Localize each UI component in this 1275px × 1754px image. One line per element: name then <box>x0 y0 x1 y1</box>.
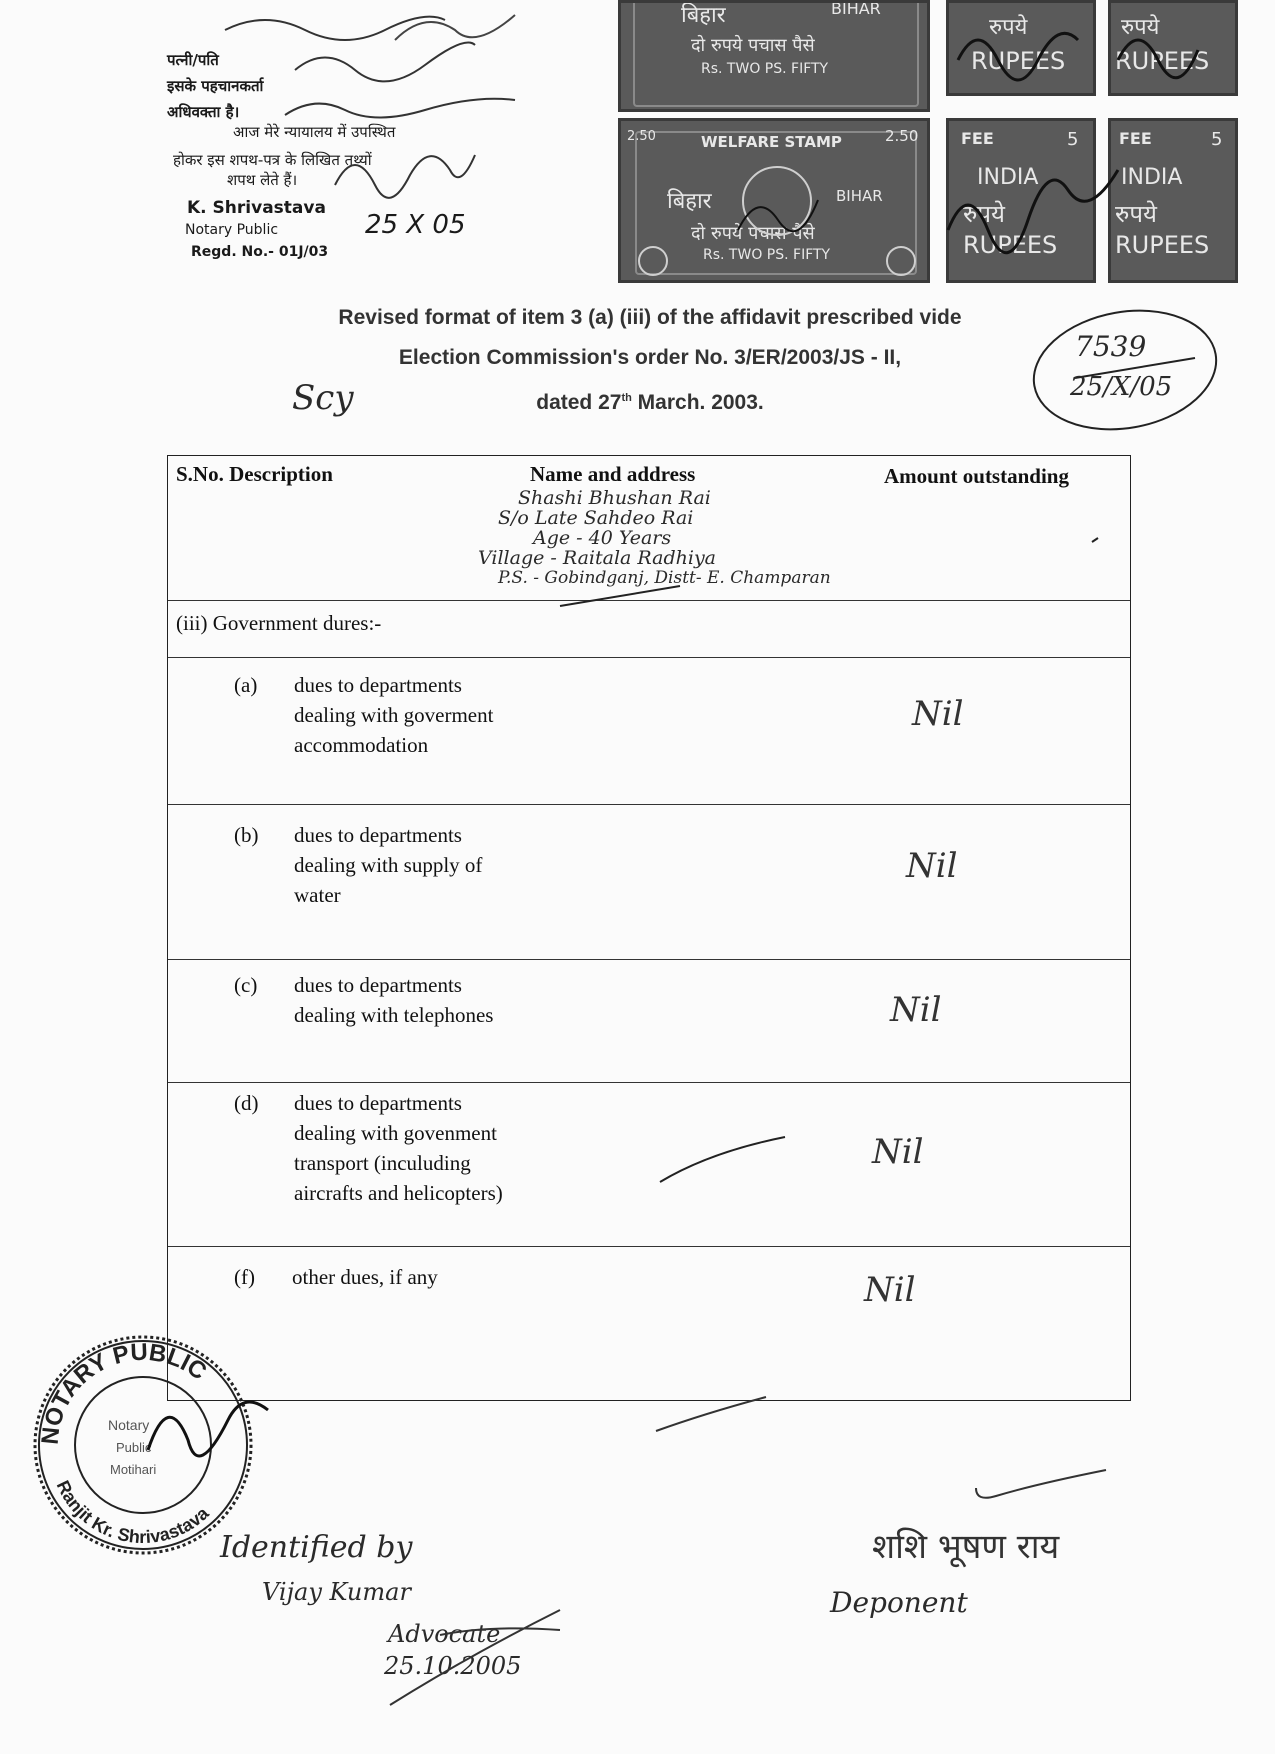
col-header-sno-description: S.No. Description <box>176 462 333 486</box>
header-line-3: dated 27th March. 2003. <box>536 391 764 414</box>
row-c-amount: Nil <box>890 990 942 1030</box>
advocate-title: Advocate <box>388 1620 501 1648</box>
seal-inner-1: Notary <box>108 1417 150 1433</box>
endorse-line-2: इसके पहचानकर्ता <box>167 77 264 95</box>
stamp2-value-en: Rs. TWO PS. FIFTY <box>703 247 831 263</box>
fee-b1-country: INDIA <box>977 165 1039 190</box>
deponent-tick <box>970 1468 1110 1508</box>
stamp2-value-hi: दो रुपये पचास पैसे <box>691 223 815 244</box>
endorse-line-6: शपथ लेते हैं। <box>227 171 298 189</box>
notary-name: K. Shrivastava <box>187 198 326 218</box>
fee-b2-rupees-hi: रुपये <box>1115 200 1157 228</box>
col-header-amount: Amount outstanding <box>884 464 1069 488</box>
margin-tick <box>650 1395 770 1435</box>
notary-title: Notary Public <box>185 222 279 238</box>
deponent-age: Age - 40 Years <box>533 527 672 549</box>
deponent-ps: P.S. - Gobindganj, Distt- E. Champaran <box>498 568 831 588</box>
seal-top-text: NOTARY PUBLIC <box>36 1338 212 1446</box>
header-line-1: Revised format of item 3 (a) (iii) of the affidavit prescribed vide <box>338 306 962 329</box>
row-d-description: dues to departments dealing with govenment transport (inculuding aircrafts and helicopters) <box>294 1091 503 1205</box>
fee-b1-value: 5 <box>1067 129 1079 150</box>
stamp2-state-en: BIHAR <box>836 187 883 205</box>
endorse-line-4: आज मेरे न्यायालय में उपस्थित <box>233 123 396 141</box>
seal-inner-2: Public <box>116 1440 152 1455</box>
stamp2-title: WELFARE STAMP <box>701 133 842 151</box>
deponent-village: Village - Raitala Radhiya <box>478 547 717 569</box>
col-header-name-address: Name and address <box>530 462 696 486</box>
stamp2-value-left: 2.50 <box>627 129 656 144</box>
deponent-signature: शशि भूषण राय <box>872 1527 1060 1567</box>
stamp1-value-en: Rs. TWO PS. FIFTY <box>701 61 829 77</box>
endorse-line-5: होकर इस शपथ-पत्र के लिखित तथ्यों <box>173 151 372 169</box>
revenue-stamps <box>618 0 1238 290</box>
row-d-label: (d) <box>234 1091 259 1115</box>
fee-b2-value: 5 <box>1211 129 1223 150</box>
stamp-cancellation-scribbles <box>618 0 1238 290</box>
advocate-signature-strokes <box>380 1595 600 1715</box>
notary-scribbles <box>165 0 585 280</box>
stamp1-state-en: BIHAR <box>831 0 881 18</box>
stamp2-value-right: 2.50 <box>885 127 919 145</box>
stamp2-state-hi: बिहार <box>667 189 712 214</box>
row-f-label: (f) <box>234 1265 255 1289</box>
dues-table <box>167 455 1131 1401</box>
serial-number: 7539 <box>1075 330 1147 363</box>
seal-inner-3: Motihari <box>110 1462 157 1477</box>
fee-top1-rupees-hi: रुपये <box>989 15 1028 40</box>
row-a-amount: Nil <box>912 694 964 734</box>
seal-bottom-text: Ranjit Kr. Shrivastava <box>52 1477 213 1548</box>
row-d-amount: Nil <box>872 1132 924 1172</box>
row-b-description: dues to departments dealing with supply of water <box>294 823 483 907</box>
row-a-description: dues to departments dealing with goverment accommodation <box>294 673 494 757</box>
fee-top2-rupees-hi: रुपये <box>1121 15 1160 40</box>
notary-endorsement <box>165 0 585 280</box>
identified-by: Identified by <box>220 1530 413 1565</box>
identified-date: 25.10.2005 <box>384 1652 522 1680</box>
stamp1-state-hi: बिहार <box>681 3 726 28</box>
fee-b1-label: FEE <box>961 129 994 148</box>
notary-seal <box>28 1330 258 1560</box>
deponent-father: S/o Late Sahdeo Rai <box>498 507 694 529</box>
row-a-label: (a) <box>234 673 258 697</box>
endorse-line-1: पत्नी/पति <box>167 51 219 69</box>
table-ticks <box>168 456 1132 1402</box>
row-f-amount: Nil <box>864 1270 916 1310</box>
notary-signature-date: 25 X 05 <box>365 210 466 240</box>
row-b-amount: Nil <box>906 846 958 886</box>
fee-top1-rupees-en: RUPEES <box>971 47 1066 75</box>
deponent-label: Deponent <box>830 1586 968 1619</box>
notary-regd: Regd. No.- 01J/03 <box>191 244 329 260</box>
row-c-label: (c) <box>234 973 258 997</box>
endorse-line-3: अधिवक्ता है। <box>167 103 240 121</box>
deponent-name: Shashi Bhushan Rai <box>518 487 711 509</box>
header-line-2: Election Commission's order No. 3/ER/2003/JS - II, <box>398 346 902 369</box>
fee-b2-rupees-en: RUPEES <box>1115 231 1210 259</box>
stamp1-value-hi: दो रुपये पचास पैसे <box>691 35 815 56</box>
fee-b1-rupees-en: RUPEES <box>963 231 1058 259</box>
row-f-description: other dues, if any <box>292 1265 438 1289</box>
fee-b2-country: INDIA <box>1121 165 1183 190</box>
advocate-name: Vijay Kumar <box>262 1578 411 1606</box>
fee-b2-label: FEE <box>1119 129 1152 148</box>
row-c-description: dues to departments dealing with telephones <box>294 973 494 1027</box>
fee-b1-rupees-hi: रुपये <box>963 200 1005 228</box>
section-title: (iii) Government dures:- <box>176 611 382 635</box>
fee-top2-rupees-en: RUPEES <box>1115 47 1210 75</box>
serial-date: 25/X/05 <box>1070 372 1173 402</box>
sign-mark: Scy <box>292 378 354 418</box>
row-b-label: (b) <box>234 823 259 847</box>
